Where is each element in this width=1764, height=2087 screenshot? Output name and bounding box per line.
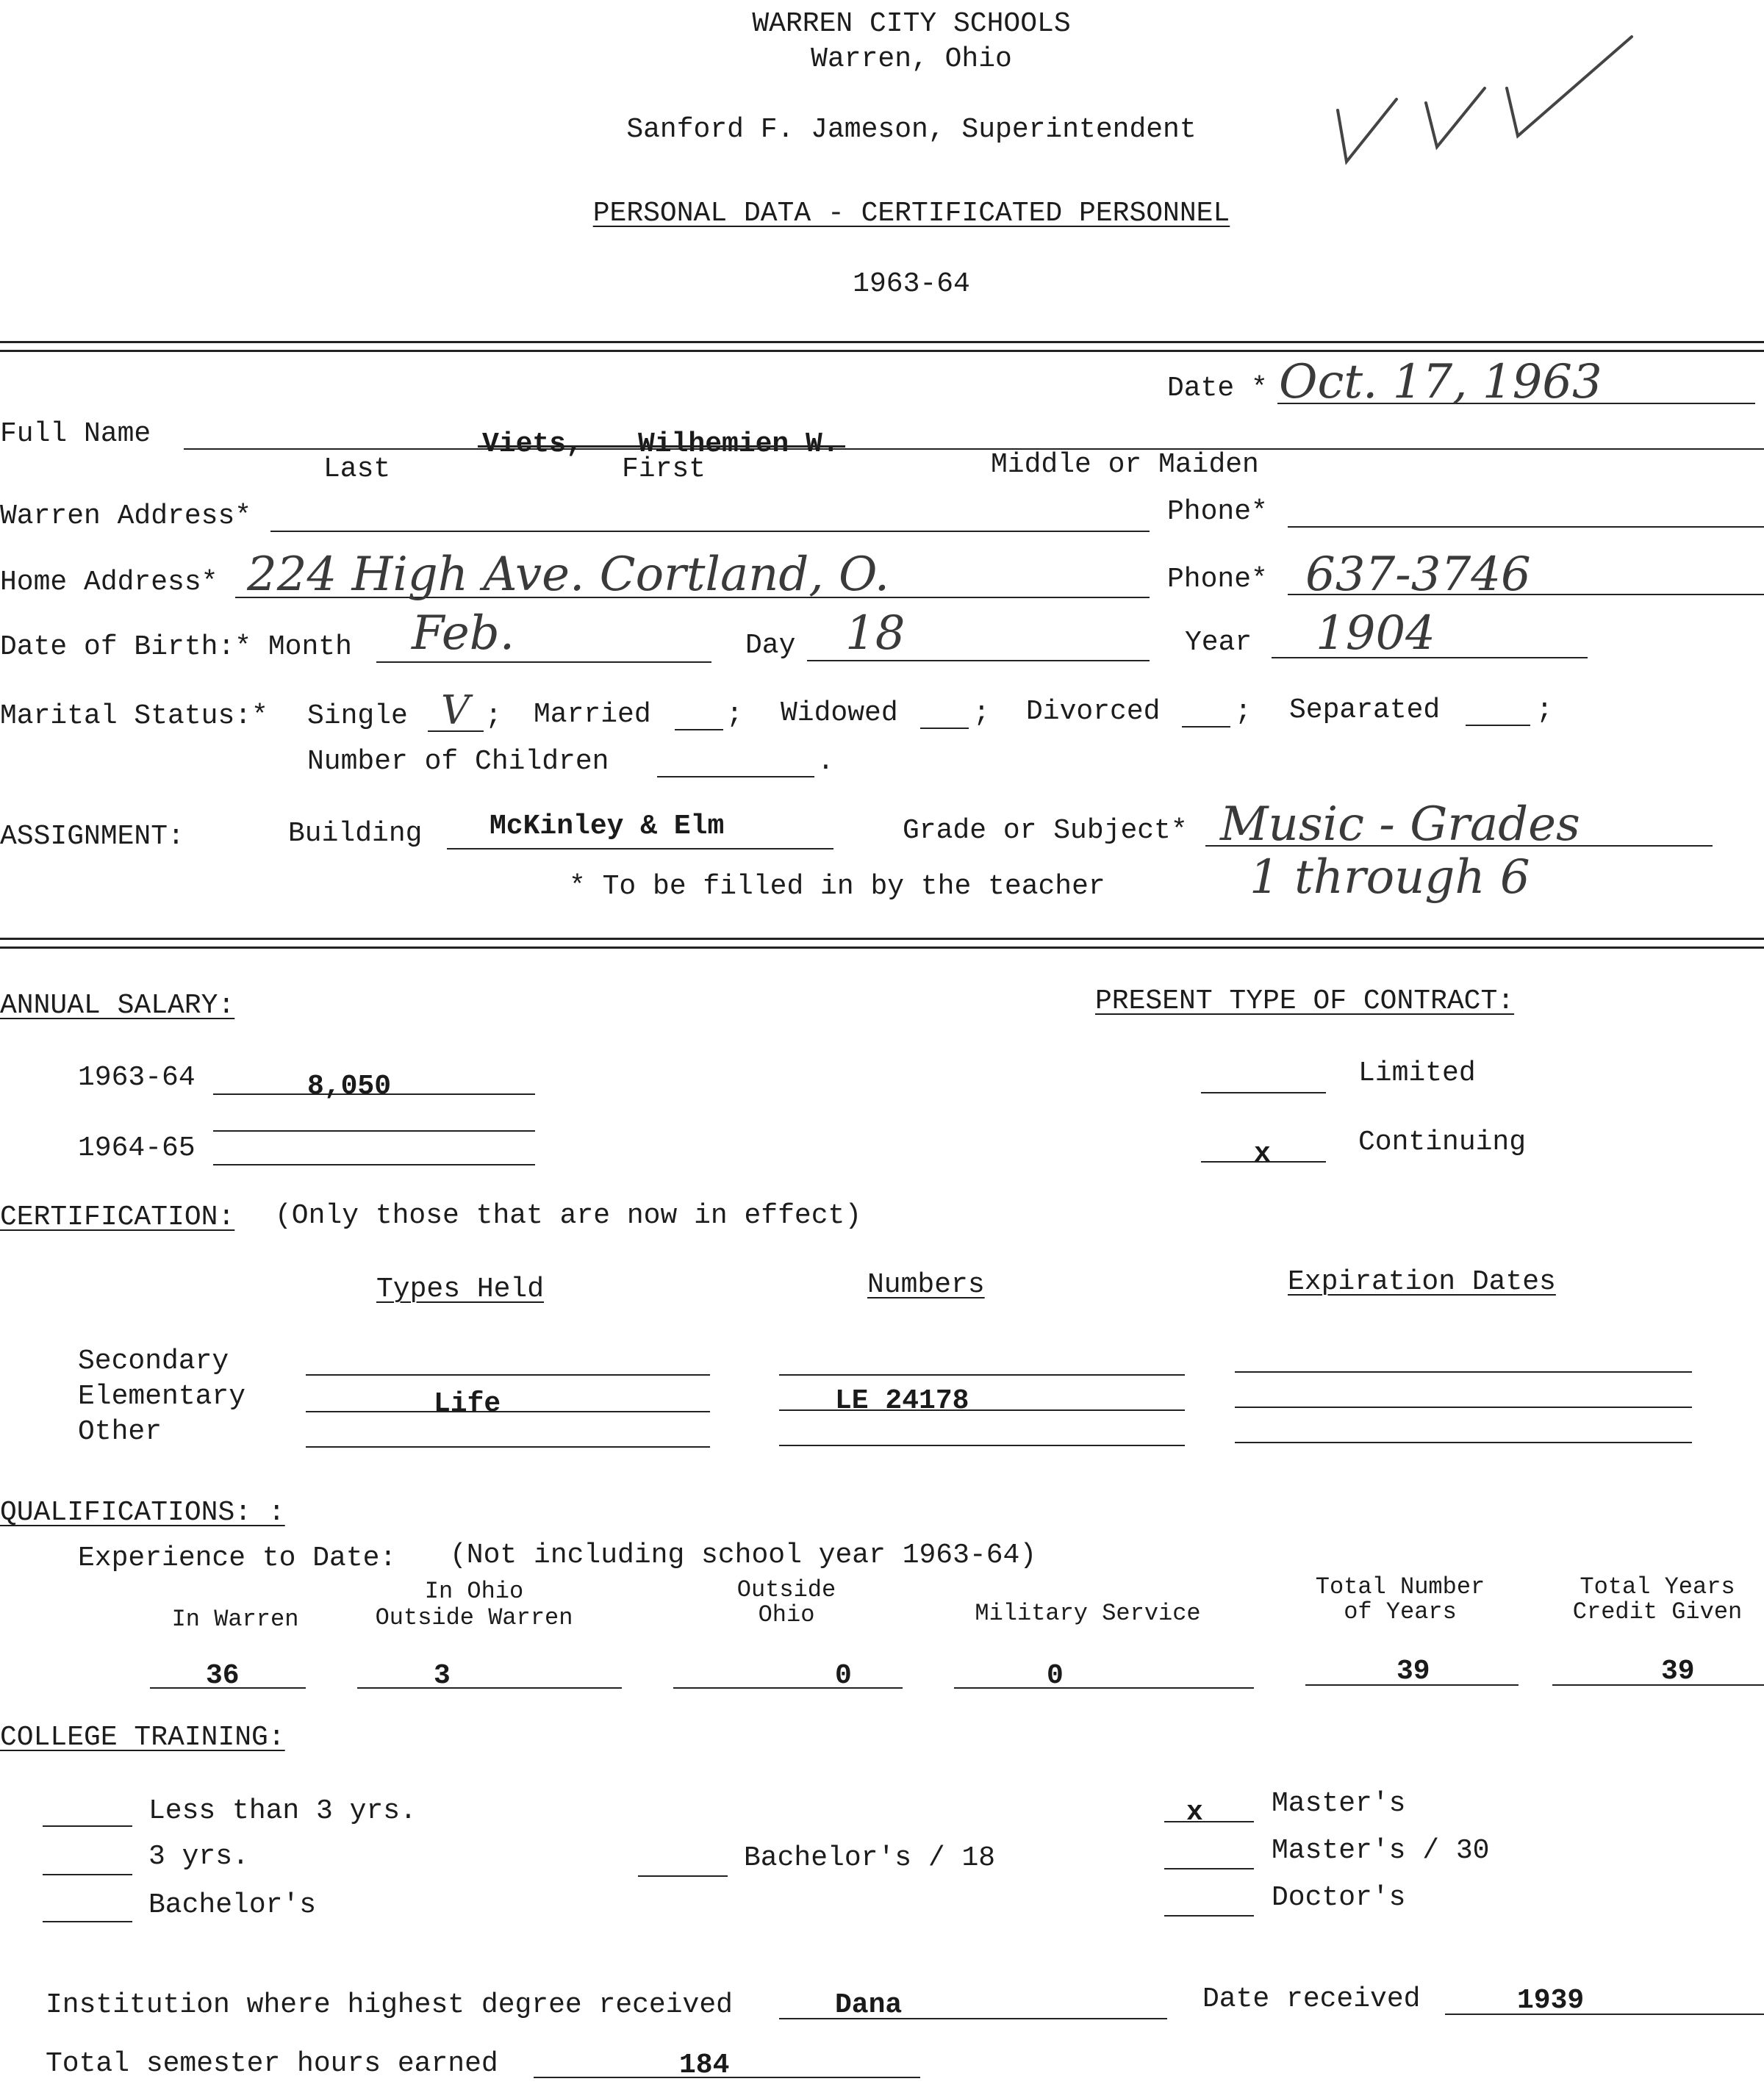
bachelors-18-line[interactable] <box>638 1875 728 1877</box>
cert-expiration-line-2[interactable] <box>1235 1407 1692 1408</box>
warren-address-label: Warren Address* <box>0 500 252 532</box>
married-label: Married <box>534 699 651 730</box>
cert-type-line-2[interactable] <box>306 1411 710 1412</box>
3yrs-line[interactable] <box>43 1874 132 1875</box>
qual-value-outside-ohio: 0 <box>835 1660 852 1692</box>
college-training-label: COLLEGE TRAINING: <box>0 1722 285 1753</box>
form-title: PERSONAL DATA - CERTIFICATED PERSONNEL <box>592 198 1230 229</box>
cert-row-other: Other <box>78 1416 162 1448</box>
cert-row-elementary: Elementary <box>78 1381 246 1412</box>
name-strikethrough <box>478 445 845 448</box>
semester-hours-value: 184 <box>679 2050 730 2081</box>
institution-label: Institution where highest degree received <box>46 1989 733 2021</box>
less-3yrs-line[interactable] <box>43 1825 132 1827</box>
qual-line-credit-given[interactable] <box>1552 1684 1764 1686</box>
institution-value: Dana <box>835 1989 903 2021</box>
check-marks-icon <box>1308 29 1676 184</box>
home-phone-value: 637-3746 <box>1305 547 1531 602</box>
top-double-rule-2 <box>0 350 1764 352</box>
assignment-label: ASSIGNMENT: <box>0 821 184 852</box>
separated-label: Separated <box>1289 694 1441 726</box>
qualifications-label: QUALIFICATIONS: : <box>0 1497 285 1529</box>
doctors-line[interactable] <box>1164 1915 1254 1917</box>
birth-month-line[interactable] <box>376 661 711 663</box>
org-name: WARREN CITY SCHOOLS <box>752 8 1071 40</box>
children-label: Number of Children <box>307 746 609 777</box>
qual-col2-label1: In Ohio <box>424 1578 524 1605</box>
qual-col3-label1: Outside <box>736 1576 836 1603</box>
children-line[interactable] <box>657 776 814 777</box>
qual-value-ohio: 3 <box>434 1660 451 1692</box>
qual-col1-label: In Warren <box>171 1606 299 1633</box>
cert-type-line-1[interactable] <box>306 1374 710 1376</box>
qual-line-military[interactable] <box>954 1687 1254 1689</box>
qual-col3-label2: Ohio <box>758 1601 815 1628</box>
cert-type-line-3[interactable] <box>306 1446 710 1448</box>
school-year: 1963-64 <box>853 268 970 300</box>
qual-value-military: 0 <box>1047 1660 1064 1692</box>
sub-label-middle: Middle or Maiden <box>991 449 1259 481</box>
home-phone-label: Phone* <box>1167 564 1268 595</box>
home-address-label: Home Address* <box>0 567 218 598</box>
col-numbers: Numbers <box>867 1269 985 1301</box>
certification-label: CERTIFICATION: <box>0 1201 235 1233</box>
qual-value-warren: 36 <box>206 1660 240 1692</box>
col-expiration: Expiration Dates <box>1288 1266 1556 1298</box>
salary-year1: 1963-64 <box>78 1062 196 1093</box>
birth-day-label: Day <box>745 630 796 661</box>
grade-value-line1: Music - Grades <box>1220 797 1580 852</box>
certification-note: (Only those that are now in effect) <box>275 1200 862 1232</box>
qual-col2-label2: Outside Warren <box>375 1604 573 1631</box>
cert-number-elementary: LE 24178 <box>835 1385 969 1417</box>
masters-label: Master's <box>1272 1788 1406 1820</box>
cert-expiration-line-1[interactable] <box>1235 1371 1692 1373</box>
limited-label: Limited <box>1358 1057 1476 1089</box>
salary-line2b[interactable] <box>213 1164 535 1165</box>
qual-value-total-years: 39 <box>1396 1656 1430 1687</box>
date-received-value: 1939 <box>1517 1985 1585 2016</box>
date-received-label: Date received <box>1202 1983 1421 2015</box>
date-label: Date * <box>1167 373 1268 404</box>
bachelors-18-label: Bachelor's / 18 <box>744 1842 996 1874</box>
warren-phone-line[interactable] <box>1288 526 1764 528</box>
top-double-rule-1 <box>0 341 1764 343</box>
org-city: Warren, Ohio <box>811 43 1012 75</box>
sub-label-first: First <box>622 453 706 485</box>
qual-col5-label2: of Years <box>1344 1598 1457 1626</box>
birth-month-value: Feb. <box>412 606 515 661</box>
date-received-line[interactable] <box>1445 2014 1764 2015</box>
experience-label: Experience to Date: <box>78 1542 397 1574</box>
masters-mark: x <box>1186 1797 1203 1828</box>
qual-col4-label: Military Service <box>975 1600 1201 1627</box>
married-line[interactable] <box>675 729 723 730</box>
building-value: McKinley & Elm <box>490 811 725 842</box>
date-value: Oct. 17, 1963 <box>1279 355 1602 409</box>
full-name-line[interactable] <box>184 448 1764 450</box>
mid-double-rule-2 <box>0 946 1764 949</box>
grade-label: Grade or Subject* <box>903 815 1188 847</box>
bachelors-line[interactable] <box>43 1921 132 1922</box>
masters-line[interactable] <box>1164 1821 1254 1822</box>
first-name-value: Wilhemien W. <box>638 428 839 460</box>
birth-year-label: Year <box>1185 627 1252 658</box>
masters-30-line[interactable] <box>1164 1868 1254 1869</box>
full-name-label: Full Name <box>0 418 151 450</box>
widowed-label: Widowed <box>781 697 898 729</box>
separated-line[interactable] <box>1466 725 1530 726</box>
birth-month-label: Date of Birth:* Month <box>0 631 352 663</box>
salary-year2: 1964-65 <box>78 1132 196 1164</box>
birth-day-value: 18 <box>845 606 906 661</box>
semester-hours-label: Total semester hours earned <box>46 2048 498 2080</box>
cert-row-secondary: Secondary <box>78 1346 229 1377</box>
continuing-mark: x <box>1254 1138 1271 1170</box>
masters-30-label: Master's / 30 <box>1272 1835 1490 1867</box>
building-line[interactable] <box>447 848 833 849</box>
widowed-line[interactable] <box>920 728 969 729</box>
cert-number-line-1[interactable] <box>779 1374 1185 1376</box>
mid-double-rule-1 <box>0 938 1764 940</box>
marital-label: Marital Status:* <box>0 700 268 732</box>
divorced-line[interactable] <box>1182 726 1230 728</box>
cert-number-line-3[interactable] <box>779 1445 1185 1446</box>
qual-value-credit-given: 39 <box>1661 1656 1695 1687</box>
bachelors-label: Bachelor's <box>148 1889 317 1921</box>
teacher-note: * To be filled in by the teacher <box>569 871 1105 902</box>
single-mark: V <box>441 687 470 733</box>
birth-year-value: 1904 <box>1316 606 1435 661</box>
qual-col5-label1: Total Number <box>1315 1573 1485 1601</box>
qual-line-outside-ohio[interactable] <box>673 1687 903 1689</box>
building-label: Building <box>288 818 423 849</box>
contract-label: PRESENT TYPE OF CONTRACT: <box>1095 985 1515 1017</box>
qual-col6-label2: Credit Given <box>1572 1598 1743 1626</box>
cert-expiration-line-3[interactable] <box>1235 1442 1692 1443</box>
continuing-label: Continuing <box>1358 1127 1527 1158</box>
superintendent: Sanford F. Jameson, Superintendent <box>626 114 1197 146</box>
grade-value-line2: 1 through 6 <box>1250 850 1530 905</box>
cert-type-elementary: Life <box>434 1388 501 1420</box>
annual-salary-label: ANNUAL SALARY: <box>0 990 235 1021</box>
less-3yrs-label: Less than 3 yrs. <box>148 1795 417 1827</box>
3yrs-label: 3 yrs. <box>148 1841 249 1872</box>
home-address-value: 224 High Ave. Cortland, O. <box>247 547 890 602</box>
qual-line-ohio[interactable] <box>357 1687 622 1689</box>
limited-line[interactable] <box>1201 1092 1326 1093</box>
warren-address-line[interactable] <box>270 531 1150 532</box>
qual-col6-label1: Total Years <box>1580 1573 1735 1601</box>
salary-line2a[interactable] <box>213 1130 535 1132</box>
warren-phone-label: Phone* <box>1167 496 1268 528</box>
doctors-label: Doctor's <box>1272 1882 1406 1914</box>
experience-note: (Not including school year 1963-64) <box>450 1540 1037 1571</box>
sub-label-last: Last <box>323 453 391 485</box>
single-label: Single <box>307 700 408 732</box>
salary-amount1: 8,050 <box>307 1071 392 1102</box>
col-types-held: Types Held <box>376 1274 545 1305</box>
last-name-value: Viets, <box>482 428 583 460</box>
divorced-label: Divorced <box>1026 696 1161 728</box>
